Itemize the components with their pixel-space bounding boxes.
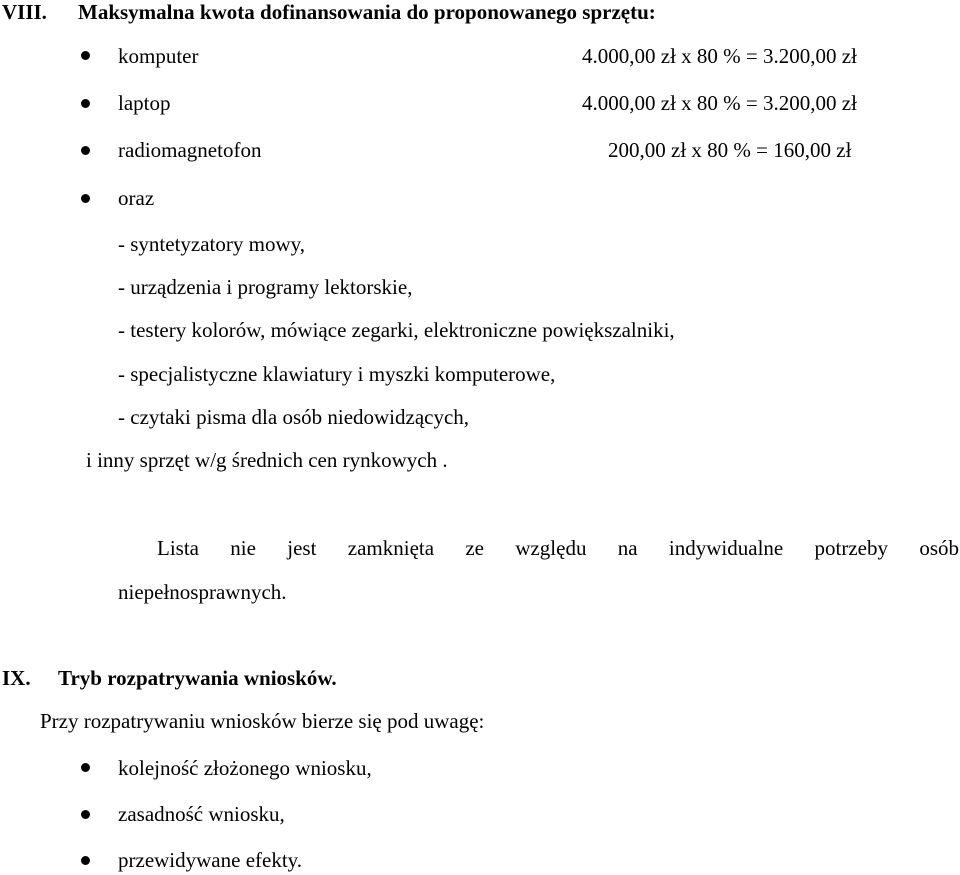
bullet-icon [81, 810, 90, 819]
item-calc: 4.000,00 zł x 80 % = 3.200,00 zł [582, 91, 857, 115]
section-9-number: IX. [2, 666, 31, 690]
bullet-icon [81, 763, 90, 772]
section-8-title: Maksymalna kwota dofinansowania do proponowanego sprzętu: [78, 0, 656, 24]
section-9-intro: Przy rozpatrywaniu wniosków bierze się pod uwagę: [40, 709, 485, 733]
sub-item: - testery kolorów, mówiące zegarki, elektroniczne powiększalniki, [118, 318, 675, 342]
sub-item: - czytaki pisma dla osób niedowidzących, [118, 405, 470, 429]
item-label: oraz [118, 186, 155, 210]
criteria-item: przewidywane efekty. [118, 848, 303, 872]
other-equipment-text: i inny sprzęt w/g średnich cen rynkowych . [86, 448, 448, 472]
criteria-item: kolejność złożonego wniosku, [118, 756, 372, 780]
bullet-icon [81, 51, 90, 60]
sub-item: - urządzenia i programy lektorskie, [118, 275, 413, 299]
sub-item: - syntetyzatory mowy, [118, 232, 306, 256]
section-9-title: Tryb rozpatrywania wniosków. [58, 666, 337, 690]
bullet-icon [81, 856, 90, 865]
sub-item: - specjalistyczne klawiatury i myszki komputerowe, [118, 362, 556, 386]
item-calc: 200,00 zł x 80 % = 160,00 zł [608, 138, 852, 162]
criteria-item: zasadność wniosku, [118, 802, 285, 826]
item-label: komputer [118, 44, 199, 68]
item-label: radiomagnetofon [118, 138, 262, 162]
note-line-2: niepełnosprawnych. [118, 580, 287, 604]
bullet-icon [81, 146, 90, 155]
note-line-1: Lista nie jest zamknięta ze względu na indywidualne potrzeby osób [157, 536, 959, 560]
section-8-number: VIII. [2, 0, 47, 24]
bullet-icon [81, 99, 90, 108]
bullet-icon [81, 194, 90, 203]
item-label: laptop [118, 91, 171, 115]
item-calc: 4.000,00 zł x 80 % = 3.200,00 zł [582, 44, 857, 68]
